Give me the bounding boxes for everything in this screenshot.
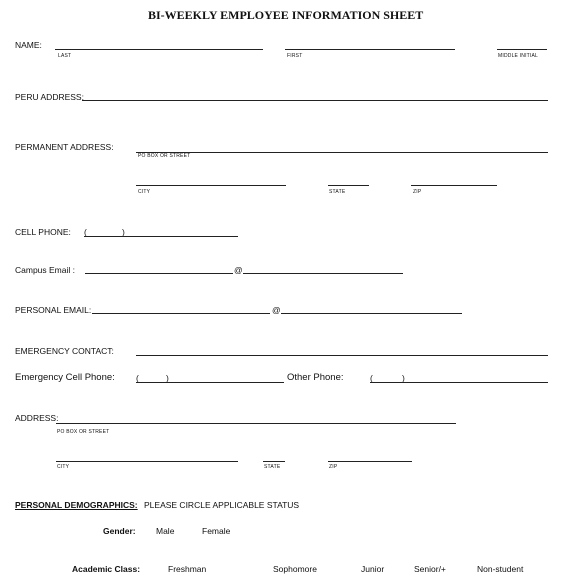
middle-initial-field[interactable] — [497, 49, 547, 50]
emergency-cell-open-paren: ( — [136, 373, 139, 383]
demographics-heading: PERSONAL DEMOGRAPHICS: — [15, 500, 138, 510]
class-option-sophomore[interactable]: Sophomore — [273, 564, 317, 574]
emergency-cell-field[interactable] — [136, 382, 284, 383]
gender-option-female[interactable]: Female — [202, 526, 231, 536]
middle-initial-caption: MIDDLE INITIAL — [498, 53, 539, 59]
page-title: BI-WEEKLY EMPLOYEE INFORMATION SHEET — [148, 8, 424, 22]
emergency-contact-field[interactable] — [136, 355, 548, 356]
gender-option-male[interactable]: Male — [156, 526, 175, 536]
personal-email-at: @ — [272, 305, 281, 315]
emergency-cell-label: Emergency Cell Phone: — [15, 372, 115, 383]
address-zip-field[interactable] — [328, 461, 412, 462]
personal-email-user-field[interactable] — [92, 313, 270, 314]
academic-class-label: Academic Class: — [72, 564, 141, 574]
address-city-caption: CITY — [57, 464, 70, 470]
last-name-field[interactable] — [55, 49, 263, 50]
permanent-state-field[interactable] — [328, 185, 369, 186]
address-street-field[interactable] — [56, 423, 456, 424]
campus-email-label: Campus Email : — [15, 265, 75, 275]
first-name-caption: FIRST — [287, 53, 303, 59]
address-state-field[interactable] — [263, 461, 285, 462]
cell-phone-field[interactable] — [84, 236, 238, 237]
cell-phone-close-paren: ) — [122, 227, 125, 237]
other-phone-close-paren: ) — [402, 373, 405, 383]
demographics-instruction: PLEASE CIRCLE APPLICABLE STATUS — [144, 500, 300, 510]
personal-email-domain-field[interactable] — [281, 313, 462, 314]
other-phone-field[interactable] — [370, 382, 548, 383]
address-zip-caption: ZIP — [329, 464, 338, 470]
cell-phone-open-paren: ( — [84, 227, 87, 237]
campus-email-user-field[interactable] — [85, 273, 233, 274]
address-label: ADDRESS: — [15, 413, 59, 423]
name-label: NAME: — [15, 40, 42, 50]
permanent-city-caption: CITY — [138, 189, 151, 195]
permanent-street-field[interactable] — [136, 152, 548, 153]
permanent-street-caption: PO BOX OR STREET — [138, 153, 191, 159]
emergency-contact-label: EMERGENCY CONTACT: — [15, 346, 114, 356]
address-state-caption: STATE — [264, 464, 281, 470]
campus-email-domain-field[interactable] — [243, 273, 403, 274]
cell-phone-label: CELL PHONE: — [15, 227, 71, 237]
permanent-address-label: PERMANENT ADDRESS: — [15, 142, 114, 152]
campus-email-at: @ — [234, 265, 243, 275]
other-phone-open-paren: ( — [370, 373, 373, 383]
other-phone-label: Other Phone: — [287, 372, 344, 383]
last-name-caption: LAST — [58, 53, 72, 59]
permanent-zip-field[interactable] — [411, 185, 497, 186]
address-street-caption: PO BOX OR STREET — [57, 429, 110, 435]
peru-address-label: PERU ADDRESS: — [15, 92, 84, 102]
class-option-non-student[interactable]: Non-student — [477, 564, 524, 574]
permanent-state-caption: STATE — [329, 189, 346, 195]
peru-address-field[interactable] — [82, 100, 548, 101]
permanent-city-field[interactable] — [136, 185, 286, 186]
class-option-senior[interactable]: Senior/+ — [414, 564, 446, 574]
permanent-zip-caption: ZIP — [413, 189, 422, 195]
personal-email-label: PERSONAL EMAIL: — [15, 305, 92, 315]
emergency-cell-close-paren: ) — [166, 373, 169, 383]
address-city-field[interactable] — [56, 461, 238, 462]
class-option-freshman[interactable]: Freshman — [168, 564, 207, 574]
first-name-field[interactable] — [285, 49, 455, 50]
gender-label: Gender: — [103, 526, 136, 536]
class-option-junior[interactable]: Junior — [361, 564, 385, 574]
